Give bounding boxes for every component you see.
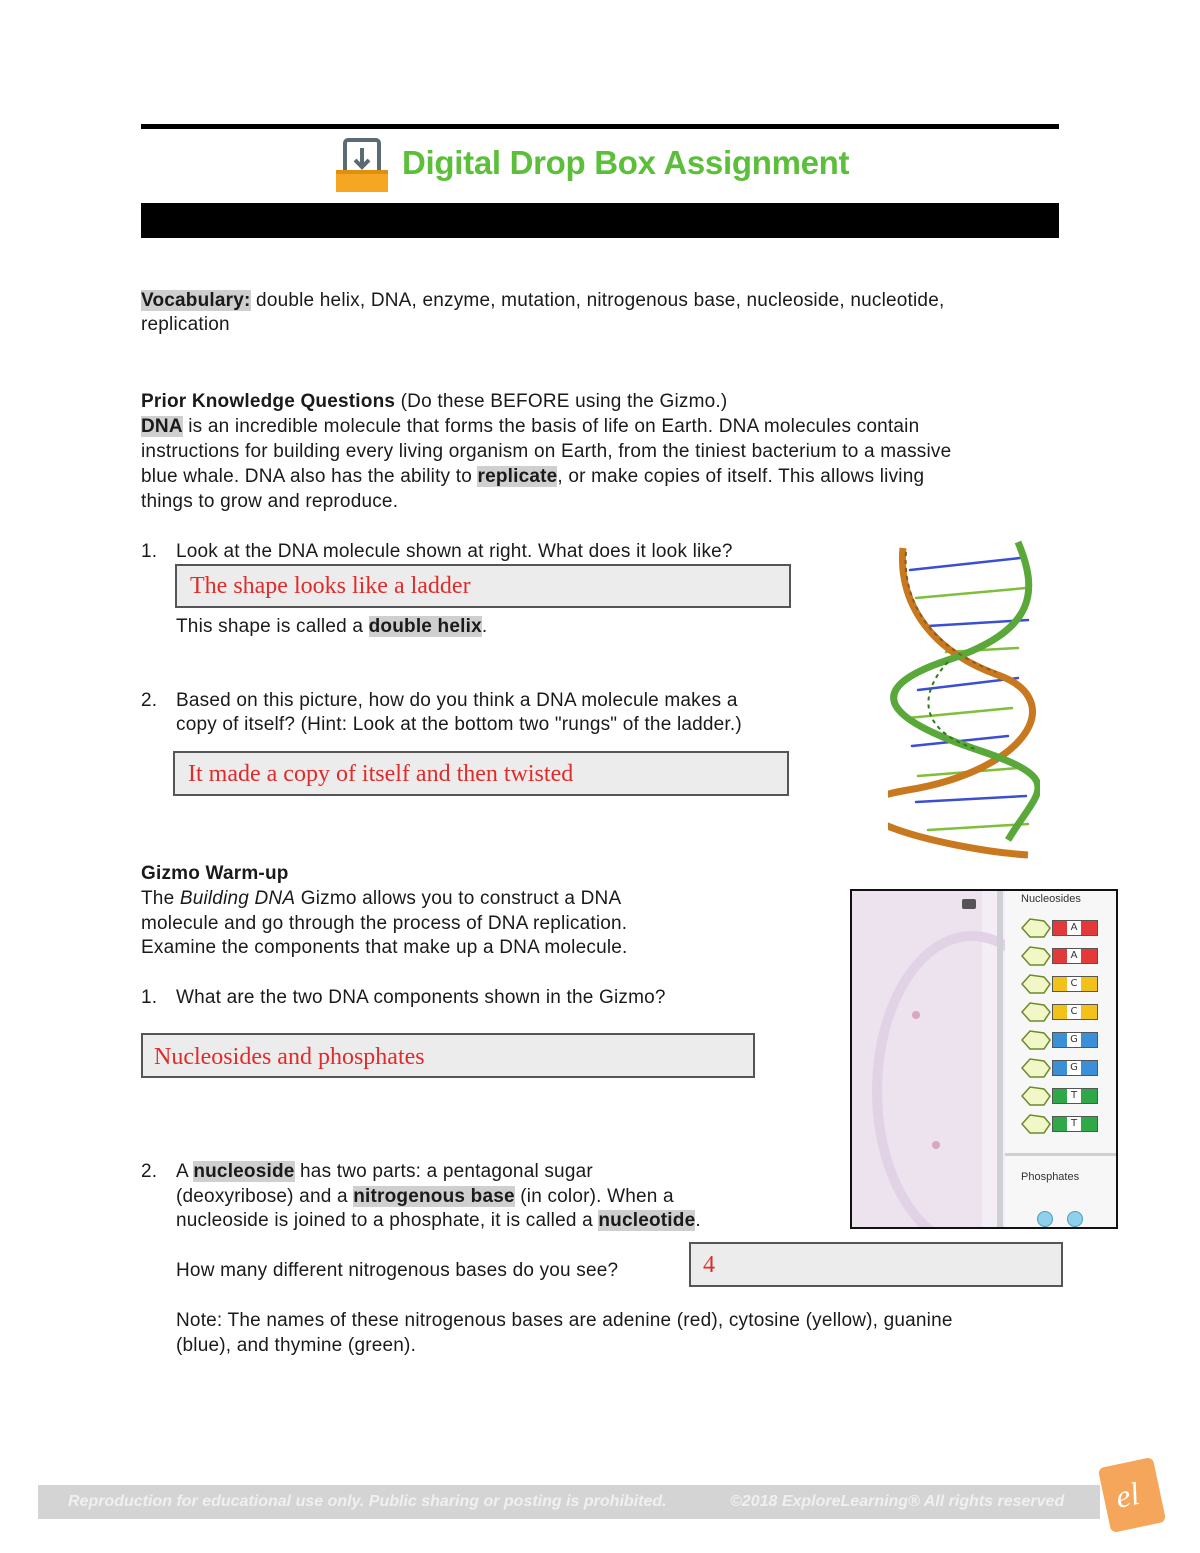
prior-para-text1: is an incredible molecule that forms the basis of life on Earth. DNA molecules contain: [182, 416, 920, 437]
warmup-para-line1: [141, 886, 621, 911]
nucleoside-item[interactable]: [1020, 917, 1102, 939]
base-tag: [1052, 1032, 1098, 1048]
q1-answer: The shape looks like a ladder: [190, 573, 471, 599]
vocabulary-terms: double helix, DNA, enzyme, mutation, nitrogenous base, nucleoside, nucleotide,: [256, 290, 945, 311]
q1-followup: This shape is called a double helix.: [176, 616, 488, 637]
prior-para-line1: [141, 414, 919, 439]
q2-number: 2.: [141, 690, 158, 711]
prior-heading-note: (Do these BEFORE using the Gizmo.): [400, 391, 728, 412]
warmup-q3-text: How many different nitrogenous bases do you see?: [176, 1260, 619, 1281]
dna-double-helix-image: [888, 540, 1040, 860]
base-letter: A: [1067, 921, 1081, 935]
warmup-para-text1b: Gizmo allows you to construct a DNA: [295, 888, 622, 909]
panel-divider: [997, 891, 1003, 1229]
phosphate-item[interactable]: [1067, 1211, 1083, 1227]
header-bar: [141, 203, 1059, 238]
q1-answer-field[interactable]: [175, 564, 791, 608]
warmup-q2-text-b: has two parts: a pentagonal sugar: [294, 1161, 593, 1182]
nucleotide-term: nucleotide: [598, 1210, 696, 1231]
footer-banner: [38, 1485, 1100, 1519]
vocabulary-terms-cont: replication: [141, 314, 230, 335]
warmup-q2-text-c: (deoxyribose) and a: [176, 1186, 354, 1207]
sugar-pentagon-icon: [1020, 1001, 1054, 1023]
warmup-q1-number: 1.: [141, 987, 158, 1008]
base-letter: C: [1067, 977, 1081, 991]
nitrogenous-base-term: nitrogenous base: [353, 1186, 515, 1207]
warmup-q2-text-e: nucleoside is joined to a phosphate, it is called a: [176, 1210, 599, 1231]
sugar-pentagon-icon: [1020, 1057, 1054, 1079]
sugar-pentagon-icon: [1020, 1113, 1054, 1135]
nucleoside-item[interactable]: [1020, 1001, 1102, 1023]
prior-heading-line: [141, 389, 727, 414]
sugar-pentagon-icon: [1020, 945, 1054, 967]
nucleoside-item[interactable]: [1020, 973, 1102, 995]
cell-background: [852, 891, 982, 1229]
explorelearning-logo: [1098, 1457, 1166, 1533]
footer-disclaimer: Reproduction for educational use only. Public sharing or posting is prohibited.: [68, 1493, 667, 1510]
base-tag: [1052, 920, 1098, 936]
base-letter: T: [1067, 1117, 1081, 1131]
warmup-q2-line3: nucleoside is joined to a phosphate, it is called a nucleotide.: [176, 1210, 701, 1231]
drop-box-download-icon: [333, 136, 391, 196]
warmup-q2-text-d: (in color). When a: [514, 1186, 674, 1207]
header-rule: [141, 124, 1059, 129]
q2-answer: It made a copy of itself and then twisted: [188, 761, 574, 787]
warmup-para-text1a: The: [141, 888, 180, 909]
warmup-q3-answer-field[interactable]: [689, 1242, 1063, 1287]
q1-number: 1.: [141, 541, 158, 562]
base-tag: [1052, 948, 1098, 964]
sugar-pentagon-icon: [1020, 1029, 1054, 1051]
base-tag: [1052, 1004, 1098, 1020]
warmup-q2-text-a: A: [176, 1161, 194, 1182]
base-letter: G: [1067, 1061, 1081, 1075]
sugar-pentagon-icon: [1020, 917, 1054, 939]
nucleoside-term: nucleoside: [193, 1161, 295, 1182]
replicate-term: replicate: [477, 466, 558, 487]
nucleoside-item[interactable]: [1020, 1113, 1102, 1135]
nucleoside-item[interactable]: [1020, 1085, 1102, 1107]
prior-para-text3b: , or make copies of itself. This allows living: [557, 466, 925, 487]
warmup-q2-line1: [176, 1159, 593, 1184]
q2-text-line2: copy of itself? (Hint: Look at the bottom two "rungs" of the ladder.): [176, 714, 742, 735]
nucleosides-label: Nucleosides: [1021, 893, 1081, 905]
warmup-q2-line2: [176, 1184, 674, 1209]
warmup-q1-text: What are the two DNA components shown in the Gizmo?: [176, 987, 666, 1008]
base-letter: C: [1067, 1005, 1081, 1019]
q2-answer-field[interactable]: [173, 751, 789, 796]
warmup-para-line3: Examine the components that make up a DNA molecule.: [141, 937, 628, 958]
phosphate-item[interactable]: [1037, 1211, 1053, 1227]
vocabulary-line: [141, 288, 944, 313]
page-title: Digital Drop Box Assignment: [402, 144, 850, 181]
base-tag: [1052, 1116, 1098, 1132]
nucleoside-item[interactable]: [1020, 1029, 1102, 1051]
nucleoside-item[interactable]: [1020, 1057, 1102, 1079]
warmup-q1-answer-field[interactable]: [141, 1033, 755, 1078]
sugar-pentagon-icon: [1020, 1085, 1054, 1107]
prior-para-text3: blue whale. DNA also has the ability to: [141, 466, 478, 487]
warmup-para-line2: molecule and go through the process of DNA replication.: [141, 913, 628, 934]
warmup-q3-answer: 4: [703, 1252, 715, 1278]
q1-followup-text: This shape is called a: [176, 616, 369, 637]
q2-text-line1: Based on this picture, how do you think a DNA molecule makes a: [176, 690, 738, 711]
warmup-q2-number: 2.: [141, 1161, 158, 1182]
prior-heading: Prior Knowledge Questions: [141, 391, 396, 412]
building-dna-title: Building DNA: [179, 888, 296, 909]
note-line1: Note: The names of these nitrogenous bases are adenine (red), cytosine (yellow), guanine: [176, 1310, 953, 1331]
base-tag: [1052, 1088, 1098, 1104]
phosphates-label: Phosphates: [1021, 1171, 1080, 1183]
base-letter: T: [1067, 1089, 1081, 1103]
prior-para-line3: [141, 464, 924, 489]
base-letter: G: [1067, 1033, 1081, 1047]
sugar-pentagon-icon: [1020, 973, 1054, 995]
prior-para-line4: things to grow and reproduce.: [141, 491, 399, 512]
nucleoside-item[interactable]: [1020, 945, 1102, 967]
note-line2: (blue), and thymine (green).: [176, 1335, 417, 1356]
vocabulary-label: Vocabulary:: [141, 290, 251, 311]
double-helix-term: double helix: [368, 616, 482, 637]
warmup-heading: Gizmo Warm-up: [141, 863, 289, 884]
gizmo-screenshot: [850, 889, 1118, 1229]
footer-copyright: ©2018 ExploreLearning® All rights reserved: [730, 1493, 1065, 1510]
base-tag: [1052, 976, 1098, 992]
logo-text: el: [1112, 1474, 1143, 1515]
dna-term: DNA: [141, 416, 183, 437]
base-letter: A: [1067, 949, 1081, 963]
warmup-q1-answer: Nucleosides and phosphates: [154, 1044, 425, 1070]
camera-icon[interactable]: [962, 899, 976, 909]
q1-text: Look at the DNA molecule shown at right. What does it look like?: [176, 541, 733, 562]
base-tag: [1052, 1060, 1098, 1076]
prior-para-line2: instructions for building every living organism on Earth, from the tiniest bacterium to a massive: [141, 441, 952, 462]
